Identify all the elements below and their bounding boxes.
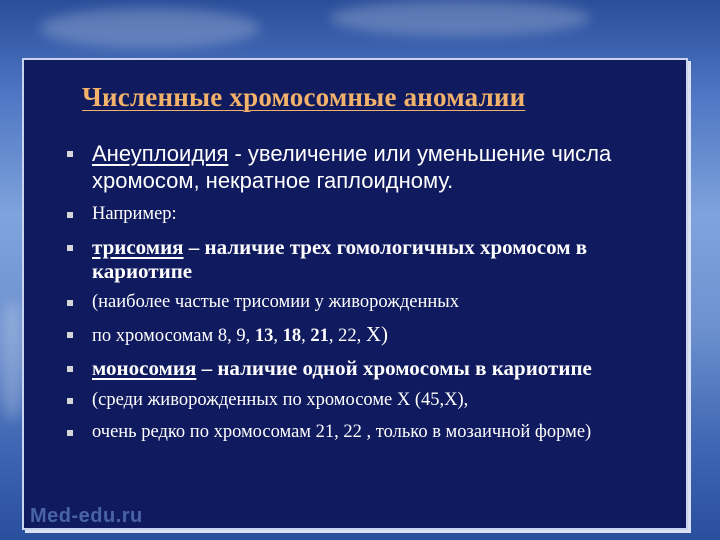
bullet-marker-icon <box>67 300 73 306</box>
bullet-trisomy-chromosomes <box>67 323 667 348</box>
background-cloud <box>40 8 260 48</box>
term-trisomy: трисомия <box>92 235 184 259</box>
bullet-aneuploidy <box>67 140 667 194</box>
term-monosomy: моносомия <box>92 356 197 380</box>
background-cloud <box>330 0 590 36</box>
chromosome-list-text: по хромосомам 8, 9, <box>92 326 255 346</box>
chromosome-separator: , <box>273 326 283 346</box>
bullet-list <box>67 140 667 444</box>
chromosome-list-text: , 22, <box>328 326 366 346</box>
definition-aneuploidy: - увеличение или уменьшение числа хромосом, некратное гаплоидному. <box>92 141 612 193</box>
slide-title: Численные хромосомные аномалии <box>82 82 526 112</box>
definition-trisomy: – наличие трех гомологичных хромосом в кариотипе <box>92 235 588 283</box>
closing-paren: ) <box>381 322 388 346</box>
bullet-example-intro <box>67 203 667 226</box>
term-aneuploidy: Анеуплоидия <box>92 141 229 166</box>
monosomy-note-text: (среди живорожденных по хромосоме X (45,X), <box>92 390 469 410</box>
bullet-trisomy <box>67 235 667 283</box>
bullet-trisomy-note <box>67 291 667 314</box>
mosaic-note-text: очень редко по хромосомам 21, 22 , только в мозаичной форме) <box>92 422 592 442</box>
chromosome-separator: , <box>301 326 311 346</box>
bullet-mosaic-note <box>67 421 667 444</box>
chromosome-18: 18 <box>282 326 302 346</box>
bullet-marker-icon <box>67 245 73 251</box>
slide-panel <box>22 58 688 530</box>
chromosome-21: 21 <box>310 326 329 346</box>
example-intro-text: Например: <box>92 204 177 224</box>
bullet-marker-icon <box>67 366 73 372</box>
bullet-monosomy-note <box>67 389 667 412</box>
watermark: Med-edu.ru <box>30 505 143 527</box>
background-cloud <box>0 300 24 420</box>
bullet-marker-icon <box>67 398 73 404</box>
bullet-marker-icon <box>67 212 73 218</box>
chromosome-13: 13 <box>254 326 274 346</box>
bullet-monosomy <box>67 356 667 380</box>
bullet-marker-icon <box>67 430 73 436</box>
bullet-marker-icon <box>67 151 73 157</box>
trisomy-note-text: (наиболее частые трисомии у живорожденных <box>92 292 459 312</box>
bullet-marker-icon <box>67 332 73 338</box>
definition-monosomy: – наличие одной хромосомы в кариотипе <box>196 356 592 380</box>
chromosome-x: X <box>365 322 381 346</box>
